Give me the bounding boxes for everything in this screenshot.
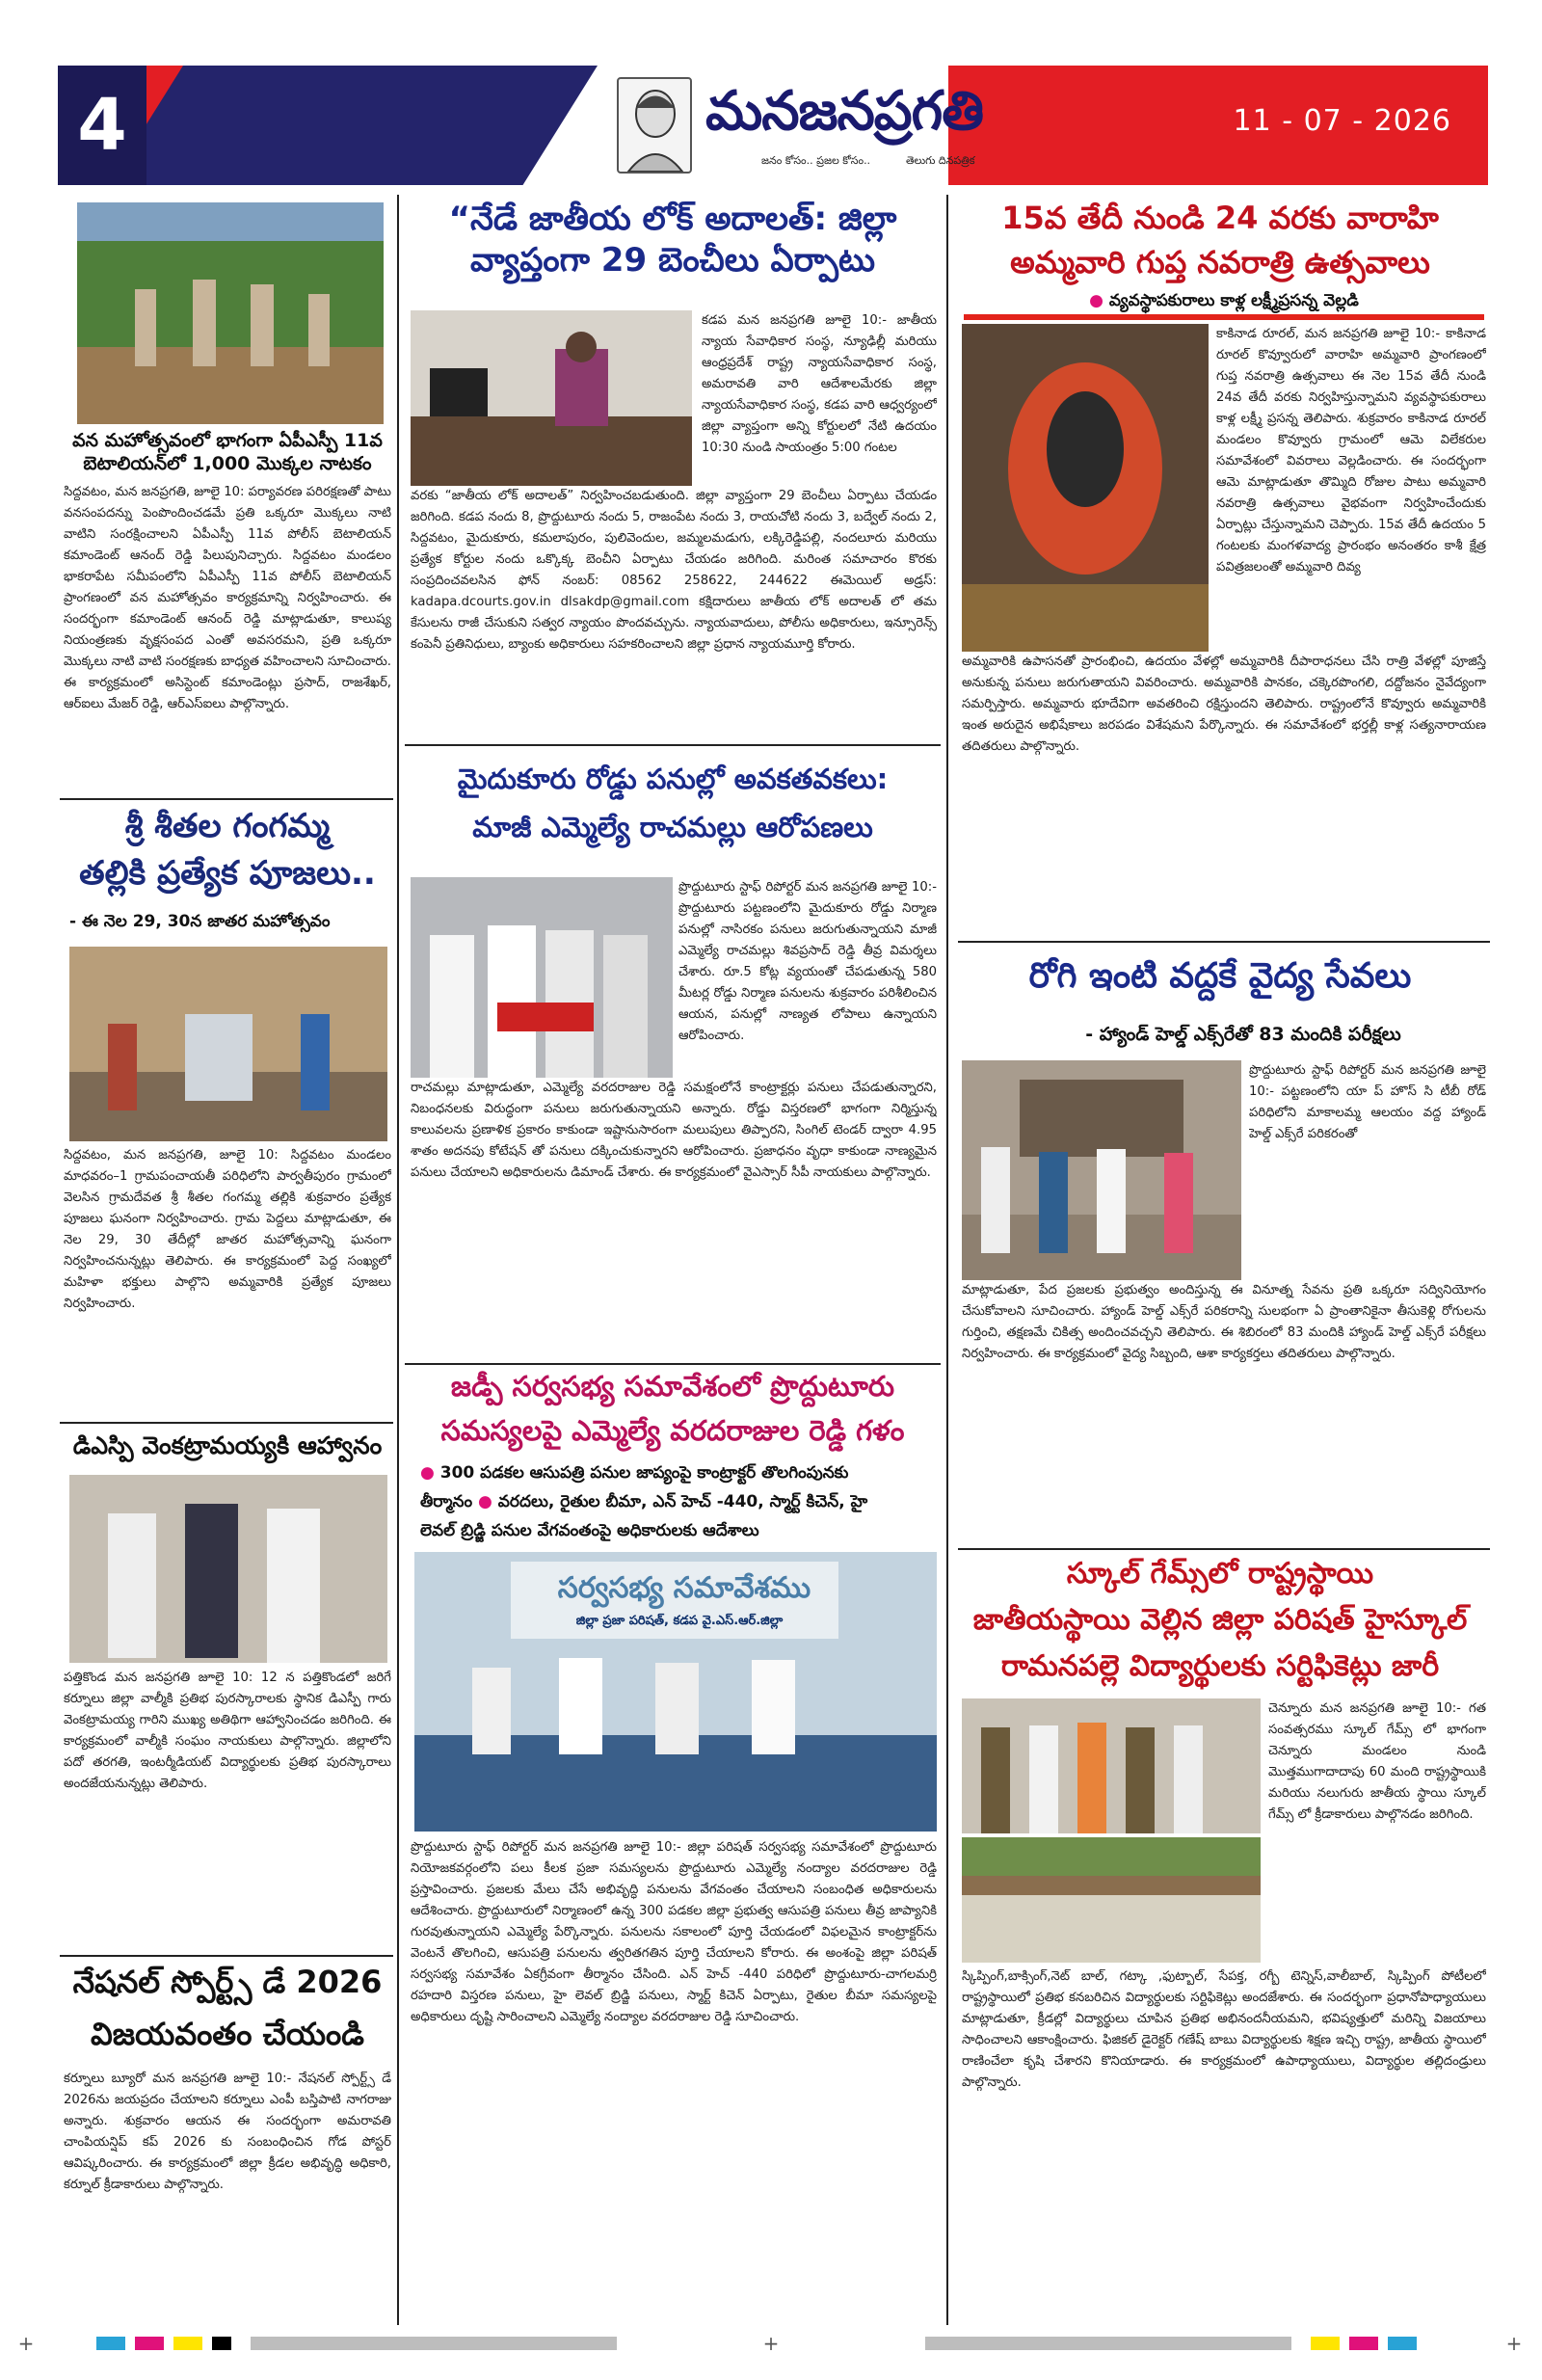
dsp-headline: డిఎస్పి వెంకట్రామయ్యకి ఆహ్వానం <box>72 1431 383 1459</box>
registration-mark-icon: + <box>1505 2332 1523 2355</box>
dsp-body: పత్తికొండ మన జనప్రగతి జూలై 10: 12 న పత్తికొండలో జరిగే కర్నూలు జిల్లా వాల్మీకి ప్రతిభ పురస్కారాలకు స్థానిక డిఎస్పీ గారు వెంకట్రామయ్య గారిని ముఖ్య అతిథిగా ఆహ్వానించడం జరిగింది. ఈ కార్యక్రమంలో వాల్మీకి సంఘం నాయకులు పాల్గొన్నారు. జిల్లాలోని పదో తరగతి, ఇంటర్మీడియట్ విద్యార్థులకు ప్రతిభ పురస్కారాలు అందజేయనున్నట్లు తెలిపారు. <box>64 1671 391 1791</box>
goddess-idol-photo <box>962 324 1209 652</box>
jdp-headline-1: జడ్పీ సర్వసభ్య సమావేశంలో ప్రొద్దుటూరు <box>450 1370 895 1403</box>
section-divider <box>405 1363 941 1365</box>
sheetala-headline-1: శ్రీ శీతల గంగమ్మ <box>124 807 331 845</box>
jdp-headline-2: సమస్యలపై ఎమ్మెల్యే వరదరాజుల రెడ్డి గళం <box>440 1414 905 1447</box>
mydukur-headline-1: మైదుకూరు రోడ్డు పనుల్లో అవకతవకలు: <box>457 762 889 795</box>
mydukur-headline-2: మాజీ ఎమ్మెల్యే రాచమల్లు ఆరోపణలు <box>472 811 873 843</box>
school-games-body: స్కిప్పింగ్,బాక్సింగ్,నెట్ బాల్, గట్కా ,ఫుట్బాల్, సేపక్త, రగ్బీ టెన్నిస్,వాలీబాల్, స్కిప్పింగ్ పోటీలలో రాష్ట్రస్థాయిలో ప్రతిభ కనబరిచిన విద్యార్థులకు సర్టిఫికెట్లు అందజేశారు. ఈ సందర్భంగా ప్రధానోపాధ్యాయులు మాట్లాడుతూ, క్రీడల్లో విద్యార్థులు చూపిన ప్రతిభ అభినందనీయమని, భవిష్యత్తులో మరిన్ని విజయాలు సాధించాలని ఆకాంక్షించారు. ఫిజికల్ డైరెక్టర్ గణేష్ బాబు విద్యార్థులకు శిక్షణ ఇచ్చి రాష్ట్ర, జాతీయ స్థాయిలో రాణించేలా కృషి చేశారని కొనియాడారు. ఈ కార్యక్రమంలో ఉపాధ్యాయులు, విద్యార్థుల తల్లిదండ్రులు పాల్గొన్నారు. <box>962 1969 1486 2090</box>
temple-puja-photo <box>69 947 387 1141</box>
school-games-headline-3: రామనపల్లె విద్యార్థులకు సర్టిఫికెట్లు జారీ <box>1000 1649 1440 1683</box>
health-body-side: ప్రొద్దుటూరు స్టాఫ్ రిపోర్టర్ మన జనప్రగతి జూలై 10:- పట్టణంలోని యా ప్ హొస్ సి టీబీ రోడ్ పరిధిలోని మాకాలమ్మ ఆలయం వద్ద హ్యాండ్ హెల్డ్ ఎక్స్‌రే పరికరంతో <box>1249 1063 1486 1141</box>
health-body: మాట్లాడుతూ, పేద ప్రజలకు ప్రభుత్వం అందిస్తున్న ఈ వినూత్న సేవను ప్రతి ఒక్కరూ సద్వినియోగం చేసుకోవాలని సూచించారు. హ్యాండ్ హెల్డ్ ఎక్స్‌రే పరికరాన్ని సులభంగా ఏ ప్రాంతానికైనా తీసుకెళ్లి రోగులను గుర్తించి, తక్షణమే చికిత్స అందించవచ్చని తెలిపారు. ఈ శిబిరంలో 83 మందికి హ్యాండ్ హెల్డ్ ఎక్స్‌రే పరీక్షలు నిర్వహించారు. ఈ కార్యక్రమంలో వైద్య సిబ్బంది, ఆశా కార్యకర్తలు తదితరులు పాల్గొన్నారు. <box>962 1283 1486 1361</box>
cyan-swatch <box>1388 2337 1417 2350</box>
varahi-subhead: ● వ్యవస్థాపకురాలు కాళ్ల లక్ష్మీప్రసన్న వెల్లడి <box>1089 291 1359 310</box>
registration-mark-icon: + <box>762 2332 780 2355</box>
medical-camp-photo <box>962 1060 1241 1280</box>
section-divider <box>958 1548 1490 1550</box>
paper-name: మనజనప్రగతి <box>705 79 984 143</box>
magenta-swatch <box>1349 2337 1378 2350</box>
banner-subtitle: జిల్లా ప్రజా పరిషత్, కడప వై.ఎస్.ఆర్.జిల్లా <box>575 1614 784 1628</box>
varahi-body-side: కాకినాడ రూరల్, మన జనప్రగతి జూలై 10:- కాకినాడ రూరల్ కొవ్వూరులో వారాహి అమ్మవారి ప్రాంగణంలో గుప్త నవరాత్రి ఉత్సవాలు ఈ నెల 15వ తేదీ నుండి 24వ తేదీ వరకు నిర్వహిస్తున్నామని వ్యవస్థాపకురాలు కాళ్ల లక్ష్మీ ప్రసన్న తెలిపారు. శుక్రవారం కాకినాడ రూరల్ మండలం కొవ్వూరు గ్రామంలో ఆమె విలేకరుల సమావేశంలో వివరాలు వెల్లడించారు. ఈ సందర్భంగా ఆమె మాట్లాడుతూ తొమ్మిది రోజుల పాటు అమ్మవారి నవరాత్రి ఉత్సవాలు వైభవంగా నిర్వహించేందుకు ఏర్పాట్లు చేస్తున్నామని చెప్పారు. 15వ తేదీ ఉదయం 5 గంటలకు మంగళవాద్య ప్రారంభం అనంతరం కాశీ క్షేత్ర పవిత్రజలంతో అమ్మవారి దివ్య <box>1216 327 1486 575</box>
tagline-secondary: తెలుగు దినపత్రిక <box>906 154 975 167</box>
grey-bar <box>925 2337 1291 2350</box>
school-games-headline-2: జాతీయస్థాయి వెల్లిన జిల్లా పరిషత్ హైస్కూల్ <box>972 1603 1468 1637</box>
registration-mark-icon: + <box>17 2332 35 2355</box>
sheetala-subhead: - ఈ నెల 29, 30న జాతర మహోత్సవం <box>69 912 331 931</box>
page-number: 4 <box>58 66 146 185</box>
section-divider <box>958 941 1490 943</box>
sheetala-headline-2: తల్లికి ప్రత్యేక పూజలు.. <box>79 854 376 893</box>
cyan-swatch <box>96 2337 125 2350</box>
vanamahotsavam-headline: వన మహోత్సవంలో భాగంగా ఏపీఎస్పీ 11వ బెటాలియన్‌లో 1,000 మొక్కల నాటకం <box>72 430 383 474</box>
column-divider <box>397 195 399 2325</box>
black-swatch <box>212 2337 231 2350</box>
varahi-headline-2: అమ్మవారి గుప్త నవరాత్రి ఉత్సవాలు <box>1010 244 1430 281</box>
judge-office-photo <box>411 310 692 486</box>
vanamahotsavam-body: సిద్దవటం, మన జనప్రగతి, జూలై 10: పర్యావరణ పరిరక్షణతో పాటు వనసంపదన్ను పెంపొందించడమే ప్రతి ఒక్కరూ మొక్కలు నాటి వాటిని సంరక్షించాలని ఏపీఎస్పీ 11వ పోలీస్ బెటాలియన్ కమాండెంట్ ఆనంద్ రెడ్డి పిలుపునిచ్చారు. సిద్దవటం మండలం భాకరాపేట సమీపంలోని ఏపీఎస్పీ 11వ పోలీస్ బెటాలియన్ ప్రాంగణంలో వన మహోత్సవం కార్యక్రమాన్ని నిర్వహించారు. ఈ సందర్భంగా కమాండెంట్ ఆనంద్ రెడ్డి మాట్లాడుతూ, కాలుష్య నియంత్రణకు వృక్షసంపద ఎంతో అవసరమని, ప్రతి ఒక్కరూ మొక్కలు నాటి వాటి సంరక్షణకు బాధ్యత వహించాలని సూచించారు. ఈ కార్యక్రమంలో అసిస్టెంట్ కమాండెంట్లు ప్రసాద్, రాజశేఖర్, ఆర్‌ఐలు మేజర్ రెడ్డి, ఆర్‌ఎస్‌ఐలు పాల్గొన్నారు. <box>64 485 391 711</box>
section-divider <box>60 1422 393 1424</box>
section-divider <box>60 798 393 800</box>
students-certificate-photo <box>962 1698 1261 1833</box>
press-meet-photo <box>411 877 673 1078</box>
section-divider <box>405 744 941 746</box>
jdp-bullet-2b: లెవల్ బ్రిడ్జి పనుల వేగవంతంపై అధికారులకు ఆదేశాలు <box>420 1521 759 1540</box>
tagline: జనం కోసం.. ప్రజల కోసం.. <box>761 154 871 167</box>
sheetala-body: సిద్దవటం, మన జనప్రగతి, జూలై 10: సిద్దవటం మండలం మాధవరం–1 గ్రామపంచాయతీ పరిధిలోని పార్వతీపురం గ్రామంలో వెలసిన గ్రామదేవత శ్రీ శీతల గంగమ్మ తల్లికి శుక్రవారం ప్రత్యేక పూజలు ఘనంగా నిర్వహించారు. గ్రామ పెద్దలు మాట్లాడుతూ, ఈ నెల 29, 30 తేదీల్లో జాతర మహోత్సవాన్ని ఘనంగా నిర్వహించనున్నట్లు తెలిపారు. ఈ కార్యక్రమంలో పెద్ద సంఖ్యలో మహిళా భక్తులు పాల్గొని అమ్మవారికి ప్రత్యేక పూజలు నిర్వహించారు. <box>64 1148 391 1311</box>
school-games-headline-1: స్కూల్ గేమ్స్‌లో రాష్ట్రస్థాయి <box>1066 1557 1374 1591</box>
portrait-icon <box>617 77 692 174</box>
sports-day-headline-2: విజయవంతం చేయండి <box>91 2016 364 2052</box>
accent-bar <box>964 314 1484 320</box>
sports-day-body: కర్నూలు బ్యూరో మన జనప్రగతి జూలై 10:- నేషనల్ స్పోర్ట్స్ డే 2026ను జయప్రదం చేయాలని కర్నూలు ఎంపీ బస్తిపాటి నాగరాజు అన్నారు. శుక్రవారం ఆయన ఈ సందర్భంగా అమరావతి చాంపియన్షిప్ కప్ 2026 కు సంబంధించిన గోడ పోస్టర్ ఆవిష్కరించారు. ఈ కార్యక్రమంలో జిల్లా క్రీడల అభివృద్ధి అధికారి, కర్నూల్ క్రీడాకారులు పాల్గొన్నారు. <box>64 2072 391 2192</box>
jdp-bullet-1: ● 300 పడకల ఆసుపత్రి పనుల జాప్యంపై కాంట్రాక్టర్ తొలగింపునకు <box>420 1463 849 1483</box>
mydukur-body-top: ప్రొద్దుటూరు స్టాఫ్ రిపోర్టర్ మన జనప్రగతి జూలై 10:- ప్రొద్దుటూరు పట్టణంలోని మైదుకూరు రోడ్డు నిర్మాణ పనుల్లో నాసిరకం పనులు జరుగుతున్నాయని మాజీ ఎమ్మెల్యే రాచమల్లు శివప్రసాద్ రెడ్డి తీవ్ర విమర్శలు చేశారు. రూ.5 కోట్ల వ్యయంతో చేపడుతున్న 580 మీటర్ల రోడ్డు నిర్మాణ పనులను శుక్రవారం పరిశీలించిన ఆయన, పనుల్లో నాణ్యత లోపాలు ఉన్నాయని ఆరోపించారు. <box>678 880 937 1043</box>
lok-adalat-body-top: కడప మన జనప్రగతి జూలై 10:- జాతీయ న్యాయ సేవాధికార సంస్థ, న్యూఢిల్లీ మరియు ఆంధ్రప్రదేశ్ రాష్ట్ర న్యాయసేవాధికార సంస్థ, అమరావతి వారి ఆదేశాలమేరకు జిల్లా న్యాయసేవాధికార సంస్థ, కడప వారి ఆధ్వర్యంలో జిల్లా వ్యాప్తంగా అన్ని కోర్టులలో నేటి ఉదయం 10:30 నుండి సాయంత్రం 5:00 గంటల <box>702 313 937 455</box>
students-group-photo <box>962 1837 1261 1963</box>
mydukur-body: రాచమల్లు మాట్లాడుతూ, ఎమ్మెల్యే వరదరాజుల రెడ్డి సమక్షంలోనే కాంట్రాక్టర్లు పనులు చేపడుతున్నారని, నిబంధనలకు విరుద్ధంగా పనులు జరుగుతున్నాయని అన్నారు. రోడ్డు విస్తరణలో భాగంగా నిర్మిస్తున్న కాలువలను ప్రణాళిక ప్రకారం కాకుండా ఇష్టానుసారంగా మలుపులు తిప్పారని, సింగిల్ టెండర్ ద్వారా 4.95 శాతం అదనపు కోటేషన్ తో పనులు దక్కించుకున్నారని ఆరోపించారు. ప్రజాధనం వృధా కాకుండా నాణ్యమైన పనులు చేయాలని అధికారులను డిమాండ్ చేశారు. ఈ కార్యక్రమంలో వైఎస్సార్ సీపీ నాయకులు పాల్గొన్నారు. <box>411 1081 937 1180</box>
magenta-swatch <box>135 2337 164 2350</box>
masthead <box>58 66 1488 185</box>
school-games-body-side: చెన్నూరు మన జనప్రగతి జూలై 10:- గత సంవత్సరము స్కూల్ గేమ్స్ లో భాగంగా చెన్నూరు మండలం నుండి మొత్తముగాదాదాపు 60 మంది రాష్ట్రస్థాయికి మరియు నలుగురు జాతీయ స్థాయి స్కూల్ గేమ్స్ లో క్రీడాకారులు పాల్గొనడం జరిగింది. <box>1268 1701 1486 1822</box>
health-subhead: - హ్యాండ్ హెల్డ్ ఎక్స్‌రేతో 83 మందికి పరీక్షలు <box>1085 1024 1401 1045</box>
tree-planting-photo <box>77 202 384 424</box>
varahi-headline-1: 15వ తేదీ నుండి 24 వరకు వారాహి <box>1001 200 1439 236</box>
lok-adalat-headline: “నేడే జాతీయ లోక్ అదాలత్: జిల్లా వ్యాప్తంగా 29 బెంచీలు ఏర్పాటు <box>448 200 897 280</box>
general-body-meeting-photo <box>414 1552 937 1832</box>
lok-adalat-body: వరకు “జాతీయ లోక్ అదాలత్” నిర్వహించబడుతుంది. జిల్లా వ్యాప్తంగా 29 బెంచీలు ఏర్పాటు చేయడం జరిగింది. కడప నందు 8, ప్రొద్దుటూరు నందు 5, రాజంపేట నందు 3, రాయచోటి నందు 3, బద్వేల్ నందు 2, సిద్దవటం, మైదుకూరు, కమలాపురం, పులివెందుల, జమ్మలమడుగు, లక్కిరెడ్డిపల్లి, నందలూరు మరియు ప్రత్యేక కోర్టుల నందు ఒక్కొక్క బెంచీని ఏర్పాటు చేయడం జరిగింది. మరింత సమాచారం కొరకు సంప్రదించవలసిన ఫోన్ నంబర్: 08562 258622, 244622 ఈమెయిల్ అడ్రస్: kadapa.dcourts.gov.in dlsakdp@gmail.com కక్షిదారులు జాతీయ లోక్ అదాలత్ లో తమ కేసులను రాజీ చేసుకుని సత్వర న్యాయం పొందవచ్చును. న్యాయవాదులు, పోలీసు అధికారులు, ఇన్సూరెన్స్ కంపెనీ ప్రతినిధులు, బ్యాంకు అధికారులు సహకరించాలని జిల్లా ప్రధాన న్యాయమూర్తి కోరారు. <box>411 489 937 652</box>
invitation-photo <box>69 1475 387 1663</box>
banner-title: సర్వసభ్య సమావేశము <box>557 1571 811 1605</box>
yellow-swatch <box>1311 2337 1340 2350</box>
grey-bar <box>251 2337 617 2350</box>
column-divider <box>946 195 948 2325</box>
section-divider <box>60 1955 393 1957</box>
health-headline: రోగి ఇంటి వద్దకే వైద్య సేవలు <box>1028 956 1412 996</box>
newspaper-logo[interactable] <box>617 77 1041 174</box>
issue-date: 11 - 07 - 2026 <box>1233 104 1451 138</box>
print-registration-strip <box>0 2331 1542 2356</box>
varahi-body: అమ్మవారికి ఉపాసనతో ప్రారంభించి, ఉదయం వేళల్లో అమ్మవారికి దీపారాధనలు చేసి రాత్రి వేళల్లో పూజిస్తే అనుకున్న పనులు జరుగుతాయని వివరించారు. అమ్మవారికి పానకం, చక్కెరపొంగలి, దద్దోజనం నైవేద్యంగా సమర్పిస్తారు. అమ్మవారు భూదేవిగా అవతరించి రక్షిస్తుందని తెలిపారు. రాష్ట్రంలోనే కొవ్వూరు అమ్మవారికి ఇంత అరుదైన అభిషేకాలు జరపడం విశేషమని పేర్కొన్నారు. ఈ సమావేశంలో భర్తల్లీ కాళ్ల సత్యనారాయణ తదితరులు పాల్గొన్నారు. <box>962 655 1486 754</box>
jdp-body: ప్రొద్దుటూరు స్టాఫ్ రిపోర్టర్ మన జనప్రగతి జూలై 10:- జిల్లా పరిషత్ సర్వసభ్య సమావేశంలో ప్రొద్దుటూరు నియోజకవర్గంలోని పలు కీలక ప్రజా సమస్యలను ప్రొద్దుటూరు ఎమ్మెల్యే నంద్యాల వరదరాజుల రెడ్డి ప్రస్తావించారు. ప్రజలకు మేలు చేసే అభివృద్ధి పనులను వేగవంతం చేయాలని సంబంధిత అధికారులను ఆదేశించారు. ప్రొద్దుటూరులో నిర్మాణంలో ఉన్న 300 పడకల జిల్లా ప్రభుత్వ ఆసుపత్రి పనులు తీవ్ర జాప్యానికి గురవుతున్నాయని ఎమ్మెల్యే పేర్కొన్నారు. పనులను సకాలంలో పూర్తి చేయడంలో విఫలమైన కాంట్రాక్టర్‌ను వెంటనే తొలగించి, ఆసుపత్రి పనులను త్వరితగతిన పూర్తి చేయాలని కోరారు. ఈ అంశంపై జిల్లా పరిషత్ సర్వసభ్య సమావేశం ఏకగ్రీవంగా తీర్మానం చేసింది. ఎన్ హెచ్ -440 పరిధిలో ప్రొద్దుటూరు-చాగలమర్రి రహదారి విస్తరణ పనులు, హై లెవల్ బ్రిడ్జి పనులు, స్మార్ట్ కిచెన్ ఏర్పాటు, రైతుల బీమా సమస్యలపై అధికారులు దృష్టి సారించాలని ఎమ్మెల్యే నంద్యాల వరదరాజుల రెడ్డి సూచించారు. <box>411 1840 937 2024</box>
sports-day-headline-1: నేషనల్ స్పోర్ట్స్ డే 2026 <box>72 1964 383 2000</box>
jdp-bullet-1b: తీర్మానం ● వరదలు, రైతుల బీమా, ఎన్ హెచ్ -440, స్మార్ట్ కిచెన్, హై <box>420 1492 868 1511</box>
yellow-swatch <box>173 2337 202 2350</box>
